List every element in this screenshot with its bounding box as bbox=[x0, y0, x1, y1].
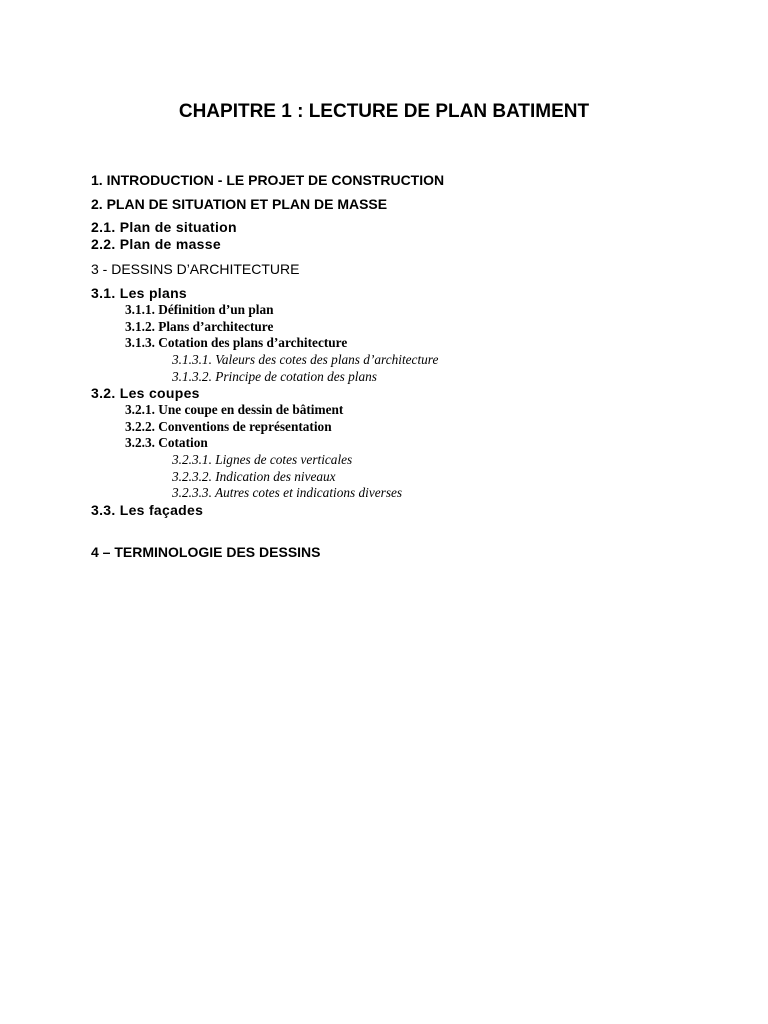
toc-section-1: 1. INTRODUCTION - LE PROJET DE CONSTRUCTION bbox=[91, 172, 445, 188]
toc-section-4: 4 – TERMINOLOGIE DES DESSINS bbox=[91, 544, 321, 560]
toc-section-3-2-3: 3.2.3. Cotation bbox=[125, 435, 208, 450]
toc-section-2-2: 2.2. Plan de masse bbox=[91, 236, 221, 252]
toc-section-3-2-1: 3.2.1. Une coupe en dessin de bâtiment bbox=[125, 402, 344, 417]
toc-section-3-1-2: 3.1.2. Plans d’architecture bbox=[125, 319, 274, 334]
toc-section-3-2: 3.2. Les coupes bbox=[91, 385, 200, 401]
toc-section-2-1: 2.1. Plan de situation bbox=[91, 219, 237, 235]
toc-section-3-2-3-2: 3.2.3.2. Indication des niveaux bbox=[172, 469, 336, 484]
toc-section-3-1-1: 3.1.1. Définition d’un plan bbox=[125, 302, 274, 317]
toc-section-3-3: 3.3. Les façades bbox=[91, 502, 204, 518]
toc-section-3-2-3-1: 3.2.3.1. Lignes de cotes verticales bbox=[172, 452, 353, 467]
chapter-title: CHAPITRE 1 : LECTURE DE PLAN BATIMENT bbox=[178, 101, 590, 122]
toc-section-3-2-2: 3.2.2. Conventions de représentation bbox=[125, 419, 332, 434]
toc-section-3: 3 - DESSINS D’ARCHITECTURE bbox=[91, 261, 300, 277]
toc-section-3-1: 3.1. Les plans bbox=[91, 285, 188, 301]
toc-section-2: 2. PLAN DE SITUATION ET PLAN DE MASSE bbox=[91, 196, 388, 212]
toc-section-3-1-3-1: 3.1.3.1. Valeurs des cotes des plans d’architecture bbox=[172, 352, 439, 367]
toc-section-3-1-3: 3.1.3. Cotation des plans d’architecture bbox=[125, 335, 348, 350]
toc-section-3-1-3-2: 3.1.3.2. Principe de cotation des plans bbox=[172, 369, 377, 384]
toc-section-3-2-3-3: 3.2.3.3. Autres cotes et indications diverses bbox=[172, 485, 403, 500]
